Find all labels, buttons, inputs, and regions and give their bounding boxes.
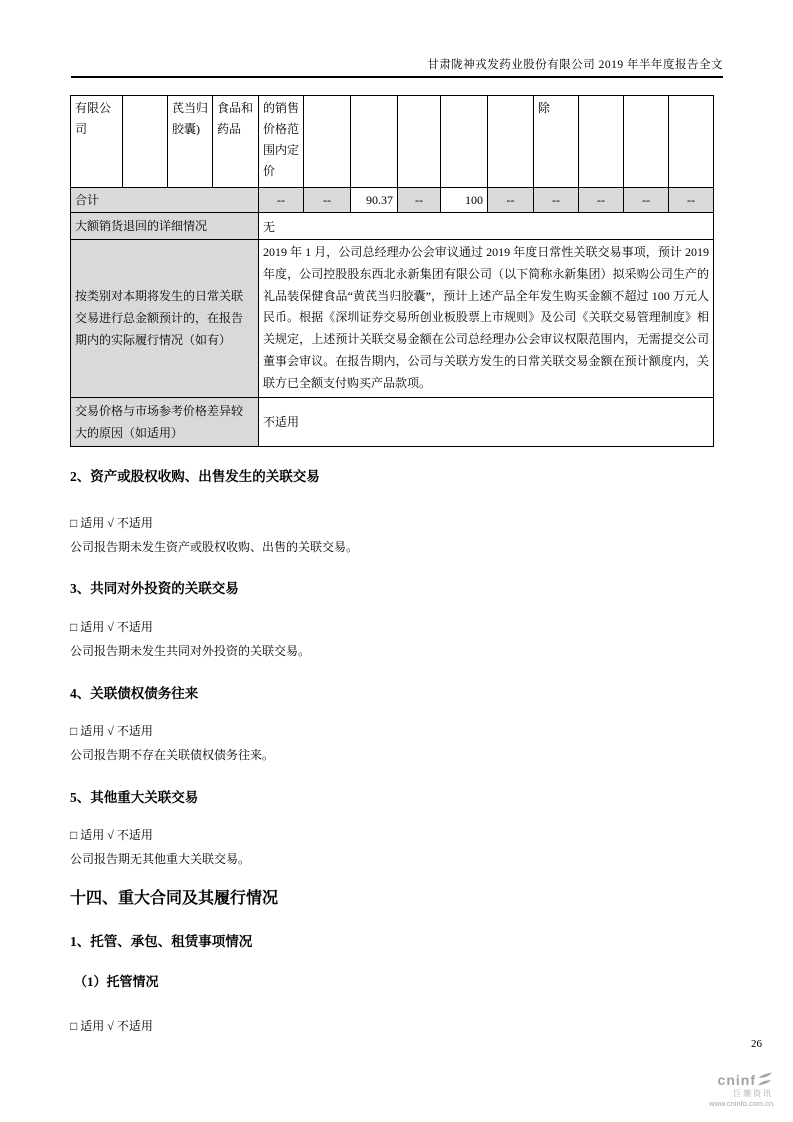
cninfo-url: www.cninfo.com.cn: [709, 1099, 774, 1109]
cninfo-swirl-icon: [757, 1072, 773, 1089]
cninfo-brand-row: [709, 1072, 773, 1089]
row-label-cell: 交易价格与市场参考价格差异较大的原因（如适用）: [71, 397, 259, 446]
table-cell: [488, 96, 534, 188]
applicability-line: □ 适用 √ 不适用: [70, 827, 153, 842]
table-cell: 芪当归胶囊): [168, 96, 213, 188]
table-row-performance: [71, 240, 714, 398]
section-14-1-heading: 1、托管、承包、租赁事项情况: [70, 933, 253, 949]
page-number: 26: [751, 1038, 762, 1050]
section-3-body: 公司报告期未发生共同对外投资的关联交易。: [70, 643, 311, 658]
totals-value-cell: --: [304, 188, 351, 213]
section-2-heading: 2、资产或股权收购、出售发生的关联交易: [70, 468, 320, 484]
totals-value-cell: 90.37: [351, 188, 398, 213]
applicability-line: □ 适用 √ 不适用: [70, 515, 153, 530]
section-4-heading: 4、关联债权债务往来: [70, 685, 199, 701]
section-5-heading: 5、其他重大关联交易: [70, 789, 199, 805]
table-cell: [398, 96, 441, 188]
page-content: [70, 95, 723, 1034]
section-3-heading: 3、共同对外投资的关联交易: [70, 580, 239, 596]
totals-value-cell: --: [624, 188, 669, 213]
totals-value-cell: 100: [441, 188, 488, 213]
table-cell: [123, 96, 168, 188]
table-cell: [351, 96, 398, 188]
table-cell: [441, 96, 488, 188]
applicability-line: □ 适用 √ 不适用: [70, 619, 153, 634]
table-row-price-diff: [71, 397, 714, 446]
section-4-body: 公司报告期不存在关联债权债务往来。: [70, 747, 275, 762]
totals-value-cell: --: [669, 188, 714, 213]
applicability-line: □ 适用 √ 不适用: [70, 1018, 153, 1033]
totals-value-cell: --: [534, 188, 579, 213]
row-paragraph-cell: 2019 年 1 月，公司总经理办公会审议通过 2019 年度日常性关联交易事项，预计 2019 年度，公司控股股东西北永新集团有限公司（以下简称永新集团）拟采购公司生产的礼品装保健食品“黄芪当归胶囊”，预计上述产品全年发生购买金额不超过 100 万元人民币。根据《深圳证券交易所创业板股票上市规则》及公司《关联交易管理制度》相关规定，上述预计关联交易金额在公司总经理办公会审议权限范围内，无需提交公司董事会审议。在报告期内，公司与关联方发生的日常关联交易金额在预计额度内，关联方已全额支付购买产品款项。: [259, 240, 714, 398]
totals-value-cell: --: [579, 188, 624, 213]
table-cell: [624, 96, 669, 188]
section-14-1-1-heading: （1）托管情况: [74, 973, 159, 989]
totals-value-cell: --: [259, 188, 304, 213]
table-cell: [304, 96, 351, 188]
totals-value-cell: --: [488, 188, 534, 213]
table-cell: 有限公司: [71, 96, 123, 188]
row-label-cell: 按类别对本期将发生的日常关联交易进行总金额预计的，在报告期内的实际履行情况（如有）: [71, 240, 259, 398]
totals-label-cell: 合计: [71, 188, 259, 213]
cninfo-brand-text: cninf: [717, 1072, 756, 1088]
table-cell: 除: [534, 96, 579, 188]
cninfo-cn-name: 巨潮资讯: [733, 1089, 773, 1099]
row-value-cell: 无: [259, 213, 714, 240]
table-cell: 的销售价格范围内定价: [259, 96, 304, 188]
table-row-continuation: [71, 96, 714, 188]
table-cell: [669, 96, 714, 188]
related-transactions-table: [70, 95, 714, 447]
table-row-totals: [71, 188, 714, 213]
totals-value-cell: --: [398, 188, 441, 213]
applicability-line: □ 适用 √ 不适用: [70, 723, 153, 738]
chapter-14-heading: 十四、重大合同及其履行情况: [70, 889, 279, 907]
section-5-body: 公司报告期无其他重大关联交易。: [70, 851, 251, 866]
report-title: 甘肃陇神戎发药业股份有限公司 2019 年半年度报告全文: [427, 59, 723, 71]
table-cell: [579, 96, 624, 188]
section-2-body: 公司报告期未发生资产或股权收购、出售的关联交易。: [70, 539, 359, 554]
table-cell: 食品和药品: [213, 96, 259, 188]
cninfo-logo: [709, 1072, 773, 1108]
table-row-returns: [71, 213, 714, 240]
page-header: [71, 0, 723, 78]
row-label-cell: 大额销货退回的详细情况: [71, 213, 259, 240]
row-value-cell: 不适用: [259, 397, 714, 446]
